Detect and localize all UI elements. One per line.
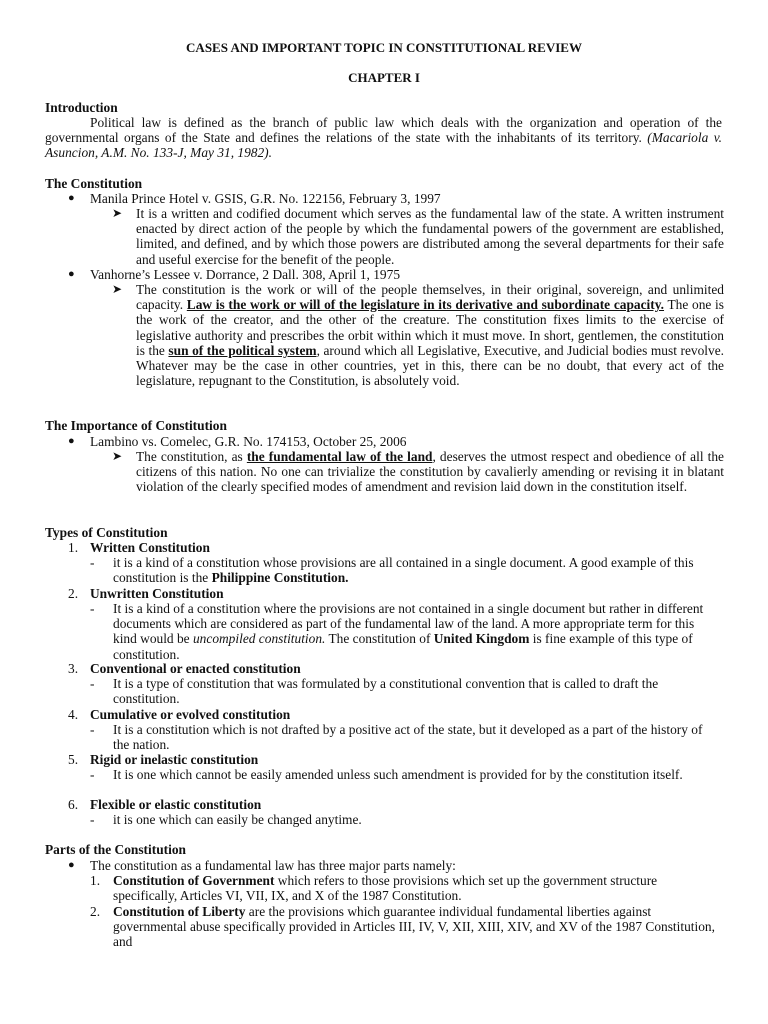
bullet-icon: ● [68,268,75,280]
introduction-paragraph [45,115,722,161]
chapter-heading: CHAPTER I [348,70,420,85]
arrow-icon: ➤ [112,449,123,463]
type-name: Written Constitution [90,540,210,555]
dash-marker: - [90,722,95,737]
dash-marker: - [90,812,95,827]
part-name: Constitution of Liberty [113,904,246,919]
type-description-text: It is a type of constitution that was formulated by a constitutional convention that is called to draft the constitution. [113,676,659,707]
arrow-icon: ➤ [112,282,123,296]
item-number: 3. [68,661,79,676]
bullet-icon: ● [68,435,75,447]
type-description-text: it is one which can easily be changed anytime. [113,812,362,827]
type-name: Flexible or elastic constitution [90,797,262,812]
description-part: it is a kind of a constitution whose provisions are all contained in a single document. A good example of this constitution is the [113,555,694,586]
introduction-citation: (Macariola v. Asuncion, A.M. No. 133-J, May 31, 1982). [45,130,722,161]
description-part: It is a kind of a constitution where the provisions are not contained in a single document but rather in different documents which are considered as part of the fundamental law of the land. A more appropriate term for this kind would be [113,601,704,647]
dash-marker: - [90,601,95,616]
summary-part: The one is the work of the creator, and the other of the creature. The constitution fixes limits to the exercise of legislative authority and prescribes the orbit within which it must move. In short, gentlemen, the constitution is the [136,297,724,358]
summary-part: The constitution, as [136,449,243,464]
case-title: Manila Prince Hotel v. GSIS, G.R. No. 122156, February 3, 1997 [90,191,441,206]
description-part: is fine example of this type of constitution. [113,631,693,662]
item-number: 5. [68,752,79,767]
introduction-text: Political law is defined as the branch of public law which deals with the organization and operation of the governmental organs of the State and defines the relations of the state with the inhabitants of its territory. [45,115,722,146]
item-number: 6. [68,797,79,812]
item-number: 2. [68,586,79,601]
item-number: 1. [90,873,101,888]
part-description: which refers to those provisions which set up the government structure specifically, Articles VI, VII, IX, and X of the 1987 Constitution. [113,873,658,904]
item-number: 1. [68,540,79,555]
document-title: CASES AND IMPORTANT TOPIC IN CONSTITUTIONAL REVIEW [186,40,582,55]
type-name: Rigid or inelastic constitution [90,752,259,767]
case-summary-text [136,282,724,388]
section-heading-introduction: Introduction [45,100,118,115]
section-heading-constitution: The Constitution [45,176,143,191]
emphasis-underlined: Law is the work or will of the legislature in its derivative and subordinate capacity. [186,297,665,313]
summary-part: , deserves the utmost respect and obedience of all the citizens of this nation. No one can trivialize the constitution by cavalierly amending or revising it in blatant violation of the clearly specified modes of amendment and revision laid down in the constitution itself. [136,449,725,495]
emphasis-italic: uncompiled constitution. [192,631,326,647]
part-name: Constitution of Government [113,873,275,888]
section-heading-parts: Parts of the Constitution [45,842,186,857]
bullet-icon: ● [68,859,75,871]
bullet-icon: ● [68,192,75,204]
description-part: The constitution of [328,631,431,647]
case-summary-text: It is a written and codified document which serves as the fundamental law of the state. A written instrument enacted by direct action of the people by which the fundamental powers of the government are established, limited, and defined, and by which those powers are distributed among the several departments for their safe and useful exercise for the benefit of the people. [136,206,724,267]
arrow-icon: ➤ [112,206,123,220]
section-heading-importance: The Importance of Constitution [45,418,227,433]
dash-marker: - [90,555,95,570]
section-heading-types: Types of Constitution [45,525,168,540]
item-number: 2. [90,904,101,919]
type-name: Conventional or enacted constitution [90,661,301,676]
summary-part: The constitution is the work or will of the people themselves, in their original, sovereign, and unlimited capacity. [136,282,724,313]
emphasis-bold: Philippine Constitution. [211,570,349,586]
type-description-text [113,601,721,662]
emphasis-underlined: sun of the political system [168,342,317,358]
type-description-text: It is one which cannot be easily amended unless such amendment is provided for by the constitution itself. [113,767,683,782]
summary-part: , around which all Legislative, Executive, and Judicial bodies must revolve. Whatever may be the case in other countries, yet in this, there can be no doubt, that every act of the legislature, repugnant to the Constitution, is absolutely void. [136,342,724,389]
type-name: Unwritten Constitution [90,586,224,601]
part-text [113,904,721,950]
type-name: Cumulative or evolved constitution [90,707,291,722]
case-summary-text [136,449,724,495]
dash-marker: - [90,676,95,691]
type-description-text: It is a constitution which is not drafted by a positive act of the state, but it developed as a part of the history of the nation. [113,722,703,753]
dash-marker: - [90,767,95,782]
parts-lead-text: The constitution as a fundamental law has three major parts namely: [90,858,456,873]
emphasis-underlined: the fundamental law of the land [246,449,433,464]
case-title: Vanhorne’s Lessee v. Dorrance, 2 Dall. 308, April 1, 1975 [90,267,401,282]
case-title: Lambino vs. Comelec, G.R. No. 174153, October 25, 2006 [90,434,407,449]
item-number: 4. [68,707,79,722]
part-text [113,873,721,903]
emphasis-bold: United Kingdom [433,631,530,647]
part-description: are the provisions which guarantee individual fundamental liberties against governmental abuse specifically provided in Articles III, IV, V, XII, XIII, XIV, and XV of the 1987 Constitution, and [113,904,715,950]
type-description-text [113,555,721,585]
